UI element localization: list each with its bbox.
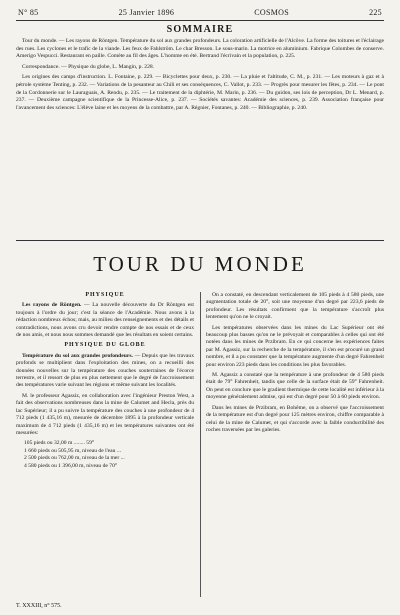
article-paragraph: Dans les mines de Przibram, en Bohême, on a observé que l'accroissement de la température est d'un degré pour 125 mètres environ, chiffre comparable à celui de la mine de Calumet, et qui s'accorde avec la faible conductibilité des roches traversées par les galeries. bbox=[206, 404, 384, 433]
article-paragraph: On a constaté, en descendant verticalement de 105 pieds à 4 580 pieds, une augmentation totale de 20°, soit une moyenne d'un degré par 223,6 pieds de profondeur. Les résultats confirment que la température s'accroît plus lentement qu'on ne le croyait. bbox=[206, 292, 384, 321]
issue-number: N° 85 bbox=[18, 8, 39, 17]
sommaire-paragraph: Les origines des camps d'instruction. L. Fontaine, p. 229. — Bicyclettes pour deux, p. 230. — La pluie et l'altitude, C. M., p. 231. — Les moteurs à gaz et à pétrole système Tenting, p. 232. — Variations de la pesanteur au Chili et ses conséquences, C. Vallot, p. 233. — Progrès pour mesurer les fêtes, p. 234. — Le pont de la Cordonnerie sur le Lauraguais, A. Rendu, p. 235. — Le traitement de la diphtérie, M. Marin, p. 236. — Du guidon, ses lois de perception, Dr L. Menard, p. 237. — Deuxième campagne scientifique de la Princesse-Alice, p. 237. — Sociétés savantes: Académie des sciences, p. 239. Association française pour l'avancement des sciences: L'élève laine et les moyens de la combattre, par A. Régnier, Fontanes, p. 240. — Bibliographie, p. 240. bbox=[16, 74, 384, 111]
page-number: 225 bbox=[369, 8, 382, 17]
measurement-line: 1 660 pieds ou 505,95 m, niveau de l'eau ... bbox=[24, 447, 122, 454]
section-rule bbox=[16, 240, 384, 241]
running-head bbox=[18, 8, 382, 17]
section-heading-physique: PHYSIQUE bbox=[85, 292, 125, 298]
issue-date: 25 Janvier 1896 bbox=[118, 8, 175, 17]
sommaire-title: SOMMAIRE bbox=[166, 24, 234, 35]
sommaire-body bbox=[16, 38, 384, 115]
measurement-line: 105 pieds ou 32,00 m ........ 59° bbox=[24, 440, 95, 447]
right-column bbox=[206, 292, 384, 437]
article-paragraph: Les rayons de Röntgen. — La nouvelle découverte du Dr Röntgen est toujours à l'ordre du jour; c'est la séance de l'Académie. Nous avons à la rédaction nombreux échos; mais, au milieu des renseignements et des détails et contradictions, nous avons cru devoir rendre compte de nos essais et de ceux de nos amis, et nous nous sommes demandé que les résultats en soient certains. bbox=[16, 302, 194, 339]
section-heading-physique-du-globe: PHYSIQUE DU GLOBE bbox=[64, 342, 146, 349]
article-paragraph: Température du sol aux grandes profondeurs. — Depuis que les travaux profonds se multiplient dans l'exploitation des mines, on a recueilli des données nouvelles sur la température des couches souterraines de l'écorce terrestre, et il ressort de plus en plus nettement que le degré de l'accroissement des températures varie suivant les régions et même suivant les localités. bbox=[16, 352, 194, 389]
article-paragraph: M. le professeur Agassiz, en collaboration avec l'ingénieur Preston West, a fait des observations nombreuses dans la mine de Calumet and Hecla, près du lac Supérieur; il a pu suivre la température des couches à une profondeur de 4 712 pieds (1 435,16 m), mesurée de décembre 1895 à la profondeur verticale maximum de 4 712 pieds (1 435,16 m) et les températures suivantes ont été mesurées: bbox=[16, 392, 194, 436]
column-divider bbox=[200, 292, 201, 597]
article-paragraph: M. Agassiz a constaté que la température à une profondeur de 4 580 pieds était de 79° Fahrenheit, tandis que celle de la surface était de 59° Fahrenheit. On peut en conclure que le gradient thermique de cette localité est inférieur à la moyenne généralement admise, qui est d'un degré pour 50 à 60 pieds environ. bbox=[206, 372, 384, 401]
article-paragraph: Les températures observées dans les mines du Lac Supérieur ont été beaucoup plus basses qu'on ne le prévoyait et comparables à celles qui ont été notées dans les mines de Przibram. En ce qui concerne les expériences faites par M. Agassiz, sur la recherche de la température, il s'en est procuré un grand nombre, et il a pu constater que la température augmente d'un degré Fahrenheit pour environ 223 pieds dans les conditions les plus favorables. bbox=[206, 324, 384, 368]
header-rule bbox=[16, 20, 384, 21]
volume-footer: T. XXXIII, n° 575. bbox=[16, 603, 62, 609]
measurement-line: 4 580 pieds ou 1 396,00 m, niveau de 70° bbox=[24, 462, 118, 469]
sommaire-paragraph: Correspondance. — Physique du globe, L. Mangin, p. 228. bbox=[22, 63, 155, 70]
journal-name: COSMOS bbox=[254, 8, 289, 17]
article-lead: Les rayons de Röntgen. bbox=[22, 302, 82, 309]
main-title: TOUR DU MONDE bbox=[93, 252, 307, 276]
article-lead: Température du sol aux grandes profondeurs. bbox=[22, 352, 133, 359]
left-column bbox=[16, 292, 194, 470]
measurement-line: 2 500 pieds ou 762,00 m, niveau de la mer ... bbox=[24, 455, 125, 462]
sommaire-paragraph: Tour du monde. — Les rayons de Röntgen. Température du sol aux grandes profondeurs. La coloration artificielle de l'Alcôve. La forme des toitures et l'éclairage des rues. Les cyclones et le trafic de la viande. Les feux de Fahlström. Le char Bresson. Le sous-marin. La motrice en aluminium. Fabrique Colombes de conserve. Amerigo Vespucci. Restaurant en paille. Comète au fil des âges. L'homme en été. Bertrand l'écrivain et la population, p. 225. bbox=[16, 38, 384, 60]
